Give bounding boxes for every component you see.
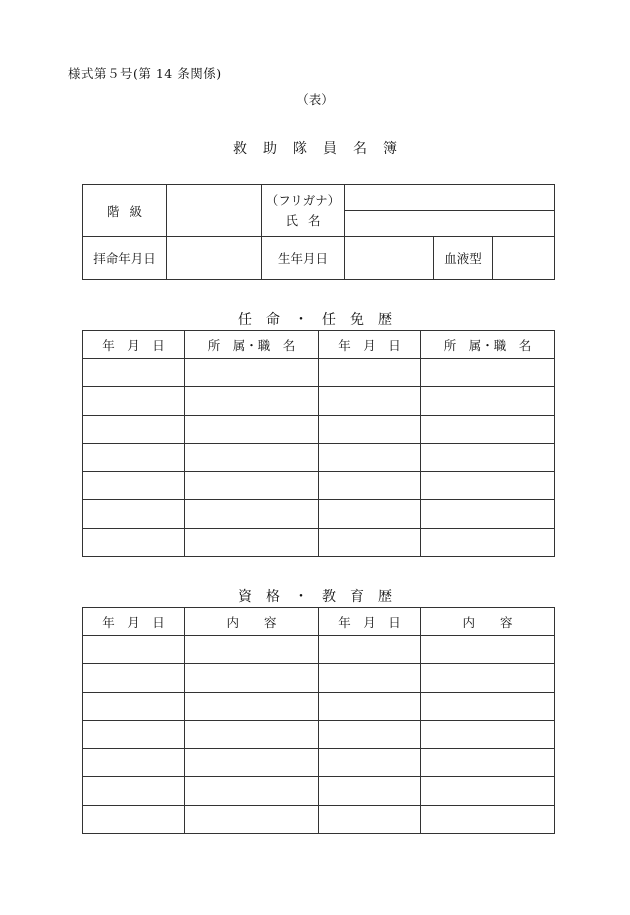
appt-cell[interactable] bbox=[421, 443, 555, 471]
appt-row bbox=[83, 443, 555, 471]
qual-cell[interactable] bbox=[83, 636, 185, 664]
side-label: （表） bbox=[296, 92, 334, 107]
appt-cell[interactable] bbox=[421, 387, 555, 415]
appt-cell[interactable] bbox=[319, 359, 421, 387]
qual-cell[interactable] bbox=[185, 720, 319, 748]
appt-cell[interactable] bbox=[319, 387, 421, 415]
appt-cell[interactable] bbox=[319, 443, 421, 471]
appt-cell[interactable] bbox=[421, 472, 555, 500]
qual-cell[interactable] bbox=[185, 636, 319, 664]
form-number: 様式第５号(第 14 条関係) bbox=[68, 66, 222, 81]
appt-row bbox=[83, 359, 555, 387]
appt-cell[interactable] bbox=[421, 415, 555, 443]
qual-header-date-1: 年 月 日 bbox=[83, 608, 185, 636]
blood-type-label-cell bbox=[434, 237, 493, 280]
appointment-date-label: 拝命年月日 bbox=[93, 251, 156, 266]
qual-cell[interactable] bbox=[185, 664, 319, 692]
appt-row bbox=[83, 528, 555, 556]
birth-date-label: 生年月日 bbox=[277, 251, 328, 266]
birth-date-label-cell bbox=[262, 237, 345, 280]
appt-cell[interactable] bbox=[421, 528, 555, 556]
appt-cell[interactable] bbox=[421, 359, 555, 387]
qualification-history-title: 資格・教育歴 bbox=[238, 589, 406, 605]
info-table bbox=[82, 184, 555, 280]
qual-cell[interactable] bbox=[83, 720, 185, 748]
appointment-history-title: 任命・任免歴 bbox=[238, 312, 406, 328]
appt-cell[interactable] bbox=[185, 387, 319, 415]
qual-cell[interactable] bbox=[319, 805, 421, 833]
qual-cell[interactable] bbox=[319, 720, 421, 748]
appt-header-position-1: 所 属・職 名 bbox=[185, 331, 319, 359]
appt-cell[interactable] bbox=[83, 387, 185, 415]
qual-row bbox=[83, 636, 555, 664]
qual-row bbox=[83, 749, 555, 777]
qual-row bbox=[83, 777, 555, 805]
furigana-field[interactable] bbox=[345, 185, 555, 211]
qual-header-content-2: 内 容 bbox=[421, 608, 555, 636]
name-field[interactable] bbox=[345, 211, 555, 237]
qual-cell[interactable] bbox=[421, 720, 555, 748]
appt-row bbox=[83, 387, 555, 415]
appt-row bbox=[83, 500, 555, 528]
appt-cell[interactable] bbox=[319, 415, 421, 443]
appt-cell[interactable] bbox=[83, 415, 185, 443]
qual-cell[interactable] bbox=[421, 692, 555, 720]
appt-header-date-2: 年 月 日 bbox=[319, 331, 421, 359]
appt-cell[interactable] bbox=[319, 500, 421, 528]
appt-row bbox=[83, 415, 555, 443]
qual-row bbox=[83, 805, 555, 833]
qual-row bbox=[83, 664, 555, 692]
appt-cell[interactable] bbox=[185, 443, 319, 471]
appt-cell[interactable] bbox=[185, 500, 319, 528]
qualification-history-table bbox=[82, 607, 555, 834]
appointment-date-field[interactable] bbox=[167, 237, 262, 280]
appt-cell[interactable] bbox=[83, 443, 185, 471]
qual-cell[interactable] bbox=[185, 777, 319, 805]
appt-cell[interactable] bbox=[185, 528, 319, 556]
qual-cell[interactable] bbox=[185, 749, 319, 777]
appt-cell[interactable] bbox=[185, 415, 319, 443]
blood-type-label: 血液型 bbox=[444, 251, 482, 266]
qual-cell[interactable] bbox=[421, 777, 555, 805]
qual-cell[interactable] bbox=[83, 777, 185, 805]
appointment-history-table bbox=[82, 330, 555, 557]
appointment-date-label-cell bbox=[83, 237, 167, 280]
qual-cell[interactable] bbox=[319, 749, 421, 777]
qual-cell[interactable] bbox=[421, 749, 555, 777]
qual-row bbox=[83, 720, 555, 748]
qual-cell[interactable] bbox=[319, 692, 421, 720]
birth-date-field[interactable] bbox=[345, 237, 434, 280]
qual-header-content-1: 内 容 bbox=[185, 608, 319, 636]
qual-cell[interactable] bbox=[421, 805, 555, 833]
appt-cell[interactable] bbox=[83, 500, 185, 528]
qual-cell[interactable] bbox=[83, 664, 185, 692]
qual-cell[interactable] bbox=[83, 805, 185, 833]
qual-cell[interactable] bbox=[185, 805, 319, 833]
page-title: 救助隊員名簿 bbox=[233, 141, 413, 157]
qual-cell[interactable] bbox=[83, 692, 185, 720]
qual-cell[interactable] bbox=[185, 692, 319, 720]
rank-label-cell bbox=[83, 185, 167, 237]
qual-cell[interactable] bbox=[319, 664, 421, 692]
appt-cell[interactable] bbox=[83, 528, 185, 556]
qual-cell[interactable] bbox=[319, 636, 421, 664]
appt-cell[interactable] bbox=[319, 528, 421, 556]
rank-field[interactable] bbox=[167, 185, 262, 237]
appt-cell[interactable] bbox=[83, 359, 185, 387]
appt-cell[interactable] bbox=[185, 359, 319, 387]
qual-cell[interactable] bbox=[421, 636, 555, 664]
qual-cell[interactable] bbox=[319, 777, 421, 805]
appt-row bbox=[83, 472, 555, 500]
qual-cell[interactable] bbox=[83, 749, 185, 777]
appt-cell[interactable] bbox=[185, 472, 319, 500]
rank-label: 階級 bbox=[106, 203, 152, 219]
appt-header-position-2: 所 属・職 名 bbox=[421, 331, 555, 359]
qual-row bbox=[83, 692, 555, 720]
appt-cell[interactable] bbox=[421, 500, 555, 528]
name-label: 氏名 bbox=[285, 212, 331, 228]
name-label-cell bbox=[262, 185, 345, 237]
blood-type-field[interactable] bbox=[493, 237, 555, 280]
qual-cell[interactable] bbox=[421, 664, 555, 692]
appt-cell[interactable] bbox=[83, 472, 185, 500]
qual-header-date-2: 年 月 日 bbox=[319, 608, 421, 636]
appt-cell[interactable] bbox=[319, 472, 421, 500]
appt-header-date-1: 年 月 日 bbox=[83, 331, 185, 359]
furigana-label: （フリガナ） bbox=[265, 192, 341, 208]
